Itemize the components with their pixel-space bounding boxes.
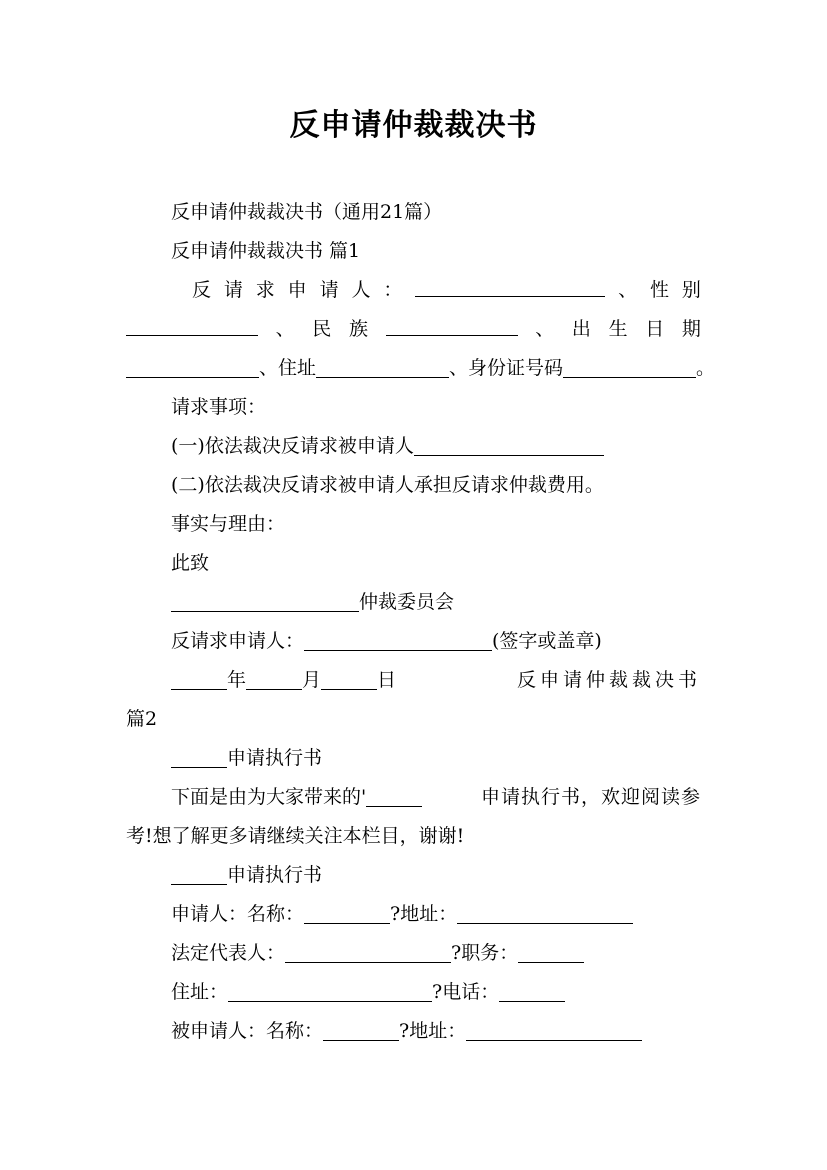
- blank-month[interactable]: [246, 669, 302, 690]
- salutation: 此致: [171, 552, 210, 574]
- blank-residence[interactable]: [228, 981, 432, 1002]
- execution-subtitle: 申请执行书: [171, 861, 322, 889]
- blank-applicant-name[interactable]: [304, 903, 390, 924]
- blank-phone[interactable]: [499, 981, 565, 1002]
- legal-rep-line: 法定代表人： ?职务：: [171, 939, 584, 967]
- blank-id-number[interactable]: [563, 357, 696, 378]
- blank-legal-rep[interactable]: [285, 942, 451, 963]
- blank-title[interactable]: [171, 747, 227, 768]
- applicant-details-line: 、 民 族 、 出 生 日 期: [126, 315, 701, 343]
- blank-day[interactable]: [321, 669, 377, 690]
- blank-intro[interactable]: [366, 786, 422, 807]
- date-line: 年 月 日 反申请仲裁裁决书: [171, 666, 701, 694]
- intro-continue: 考!想了解更多请继续关注本栏目，谢谢!: [126, 825, 465, 847]
- committee-line: 仲裁委员会: [171, 588, 454, 616]
- request-item-2: (二)依法裁决反请求被申请人承担反请求仲裁费用。: [171, 474, 604, 496]
- blank-gender[interactable]: [126, 315, 258, 336]
- blank-year[interactable]: [171, 669, 227, 690]
- applicant-name-line: 申请人：名称： ?地址：: [171, 900, 633, 928]
- section-heading-2: 篇2: [126, 708, 158, 730]
- blank-respondent-name[interactable]: [323, 1020, 399, 1041]
- blank-subtitle[interactable]: [171, 864, 227, 885]
- doc-heading: 反申请仲裁裁决书（通用21篇）: [171, 201, 443, 223]
- blank-address[interactable]: [316, 357, 449, 378]
- blank-signature[interactable]: [304, 630, 492, 651]
- request-item-1: (一)依法裁决反请求被申请人: [171, 432, 604, 460]
- requests-heading: 请求事项：: [171, 396, 267, 418]
- document-title: 反申请仲裁裁决书: [289, 108, 538, 143]
- residence-line: 住址： ?电话：: [171, 978, 565, 1006]
- blank-request[interactable]: [414, 435, 604, 456]
- section-heading-1: 反申请仲裁裁决书 篇1: [171, 240, 361, 262]
- applicant-line: 反 请 求 申 请 人 ： 、 性 别: [192, 276, 701, 304]
- blank-birthdate[interactable]: [126, 357, 259, 378]
- execution-title: 申请执行书: [171, 744, 322, 772]
- blank-committee[interactable]: [171, 591, 359, 612]
- blank-respondent-address[interactable]: [466, 1020, 642, 1041]
- signature-line: 反请求申请人： (签字或盖章): [171, 630, 602, 652]
- blank-position[interactable]: [518, 942, 584, 963]
- respondent-line: 被申请人：名称： ?地址：: [171, 1017, 642, 1045]
- facts-heading: 事实与理由：: [171, 513, 286, 535]
- blank-ethnicity[interactable]: [386, 315, 518, 336]
- blank-name[interactable]: [415, 276, 605, 297]
- intro-line: 下面是由为大家带来的' 申请执行书，欢迎阅读参: [171, 786, 701, 808]
- blank-applicant-address[interactable]: [457, 903, 633, 924]
- address-id-line: 、住址 、身份证号码 。: [126, 354, 715, 382]
